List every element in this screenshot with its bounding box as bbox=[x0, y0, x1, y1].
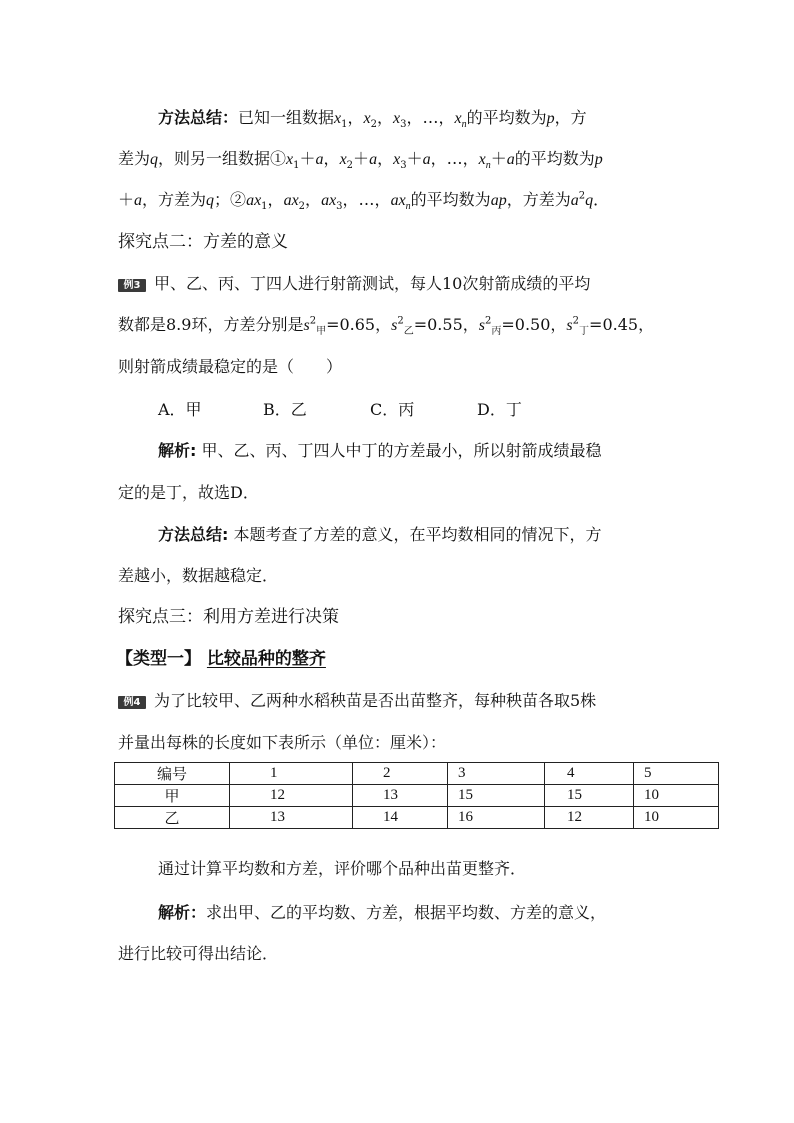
example-4-analysis-line-2: 进行比较可得出结论． bbox=[118, 944, 279, 963]
example-4-question: 通过计算平均数和方差，评价哪个品种出苗更整齐． bbox=[158, 859, 527, 878]
method-summary-line-1: 方法总结：已知一组数据$x_1$，$x_2$，$x_3$，…，$x_n$的平均数为p，方 bbox=[158, 108, 587, 131]
table-cell: 甲 bbox=[115, 785, 230, 807]
table-cell: 12 bbox=[230, 785, 353, 807]
option-d: D．丁 bbox=[477, 400, 522, 419]
example-4-badge: 例4 bbox=[118, 696, 146, 709]
table-cell: 1 bbox=[230, 763, 353, 785]
table-cell: 3 bbox=[448, 763, 545, 785]
option-b: B．乙 bbox=[263, 400, 307, 419]
table-cell: 10 bbox=[634, 785, 719, 807]
option-c: C．丙 bbox=[370, 400, 415, 419]
example-3-summary-line-1: 方法总结: 本题考查了方差的意义，在平均数相同的情况下，方 bbox=[158, 525, 602, 544]
section-3-title: 探究点三：利用方差进行决策 bbox=[118, 607, 339, 627]
table-cell: 14 bbox=[353, 807, 448, 829]
example-3-options bbox=[158, 400, 522, 420]
analysis-label: 解析: bbox=[158, 441, 197, 460]
table-cell: 乙 bbox=[115, 807, 230, 829]
seedling-length-table bbox=[114, 762, 719, 829]
table-cell: 15 bbox=[448, 785, 545, 807]
example-4-line-2: 并量出每株的长度如下表所示（单位：厘米）： bbox=[118, 733, 447, 752]
example-3-badge: 例3 bbox=[118, 279, 146, 292]
table-cell: 编号 bbox=[115, 763, 230, 785]
section-2-title: 探究点二：方差的意义 bbox=[118, 232, 288, 252]
method-summary-line-3: ＋a，方差为q；$②ax_1$，$ax_2$，$ax_3$，…，$ax_n$的平均数为ap，方差为$a^2q$． bbox=[118, 190, 610, 213]
table-cell: 15 bbox=[545, 785, 634, 807]
summary-label: 方法总结: bbox=[158, 525, 229, 544]
table-cell: 5 bbox=[634, 763, 719, 785]
example-3-analysis-line-2: 定的是丁，故选D． bbox=[118, 483, 259, 502]
table-cell: 12 bbox=[545, 807, 634, 829]
table-cell: 2 bbox=[353, 763, 448, 785]
method-summary-line-2: 差为q，则另一组数据$①x_1+a$，$x_2+a$，$x_3+a$，…，$x_n+a$的平均数为p bbox=[118, 149, 603, 172]
example-3-analysis-line-1: 解析: 甲、乙、丙、丁四人中丁的方差最小，所以射箭成绩最稳 bbox=[158, 441, 602, 460]
table-header-row bbox=[115, 763, 719, 785]
type-1-title: 比较品种的整齐 bbox=[206, 649, 326, 669]
table-row bbox=[115, 807, 719, 829]
table-cell: 13 bbox=[353, 785, 448, 807]
option-a: A．甲 bbox=[158, 400, 202, 419]
table-row bbox=[115, 785, 719, 807]
example-4-line-1: 例4 为了比较甲、乙两种水稻秧苗是否出苗整齐，每种秧苗各取5株 bbox=[118, 691, 596, 711]
example-3-line-1: 例3 甲、乙、丙、丁四人进行射箭测试，每人10次射箭成绩的平均 bbox=[118, 274, 590, 294]
type-1-bracket: 【类型一】 bbox=[116, 649, 201, 669]
method-summary-label: 方法总结： bbox=[158, 108, 239, 127]
type-1-heading bbox=[116, 649, 326, 669]
table-cell: 10 bbox=[634, 807, 719, 829]
example-3-line-2: 数都是8.9环，方差分别是$s^2_甲=0.65$，$s^2_乙=0.55$，$s^2_丙=0.50$，$s^2_丁=0.45$， bbox=[118, 315, 655, 338]
analysis-label: 解析： bbox=[158, 903, 207, 922]
table-cell: 4 bbox=[545, 763, 634, 785]
example-3-summary-line-2: 差越小，数据越稳定． bbox=[118, 566, 279, 585]
table-cell: 13 bbox=[230, 807, 353, 829]
table-cell: 16 bbox=[448, 807, 545, 829]
example-4-analysis-line-1: 解析：求出甲、乙的平均数、方差，根据平均数、方差的意义， bbox=[158, 903, 607, 922]
example-3-line-3: 则射箭成绩最稳定的是（ ） bbox=[118, 357, 343, 376]
